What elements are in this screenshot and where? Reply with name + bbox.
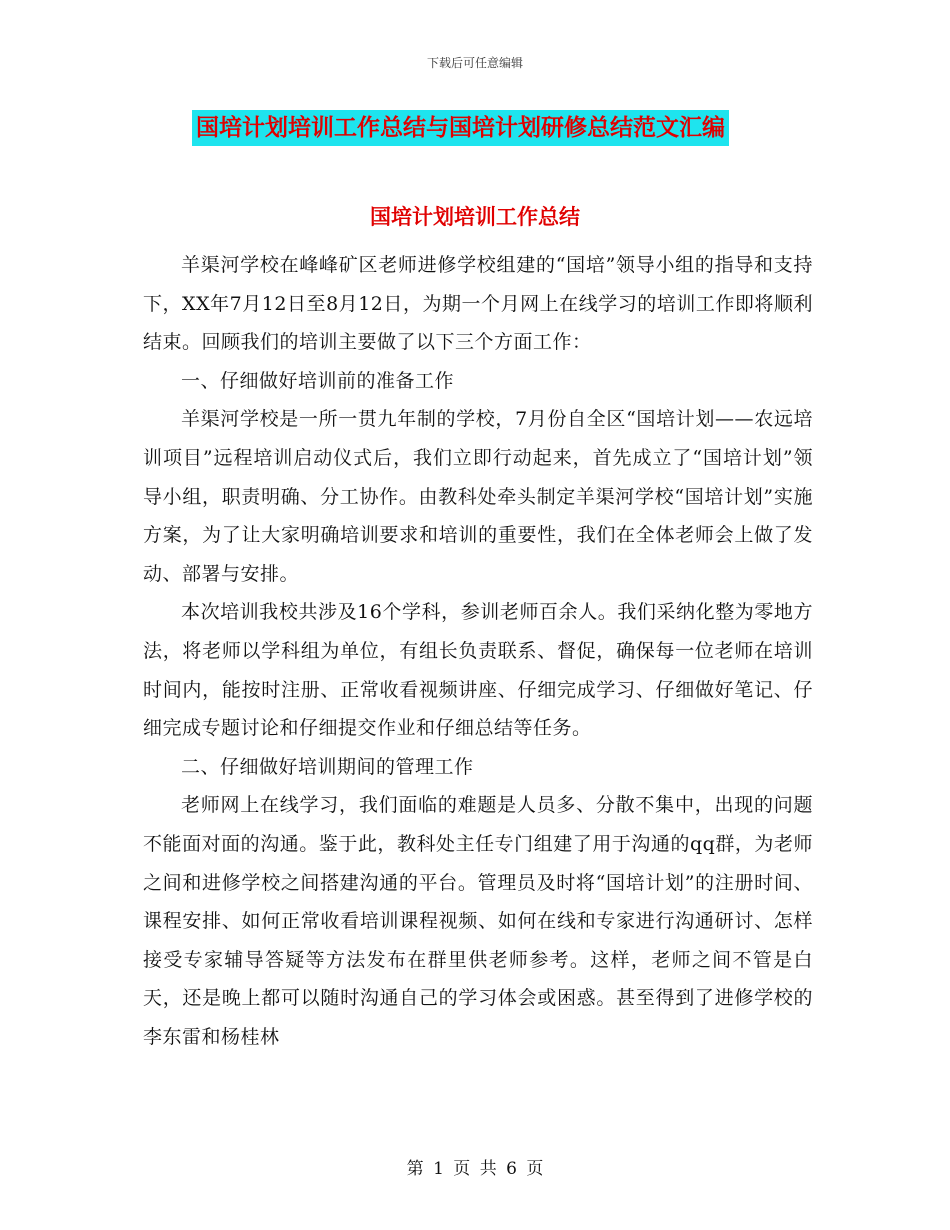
heading-preparation: 一、仔细做好培训前的准备工作: [181, 369, 455, 392]
paragraph-preparation: 羊渠河学校是一所一贯九年制的学校，7月份自全区“国培计划——农远培训项目”远程培训启动仪式后，我们立即行动起来，首先成立了“国培计划”领导小组，职责明确、分工协作。由教科处牵头制定羊渠河学校“国培计划”实施方案，为了让大家明确培训要求和培训的重要性，我们在全体老师会上做了发动、部署与安排。: [143, 408, 813, 585]
heading-management: 二、仔细做好培训期间的管理工作: [181, 755, 474, 778]
paragraph-intro: 羊渠河学校在峰峰矿区老师进修学校组建的“国培”领导小组的指导和支持下，XX年7月12日至8月12日，为期一个月网上在线学习的培训工作即将顺利结束。回顾我们的培训主要做了以下三个方面工作：: [143, 254, 813, 354]
paragraph-subjects: 本次培训我校共涉及16个学科，参训老师百余人。我们采纳化整为零地方法，将老师以学科组为单位，有组长负责联系、督促，确保每一位老师在培训时间内，能按时注册、正常收看视频讲座、仔细完成学习、仔细做好笔记、仔细完成专题讨论和仔细提交作业和仔细总结等任务。: [143, 601, 813, 740]
document-title: 国培计划培训工作总结与国培计划研修总结范文汇编: [192, 110, 729, 146]
paragraph-management: 老师网上在线学习，我们面临的难题是人员多、分散不集中，出现的问题不能面对面的沟通。鉴于此，教科处主任专门组建了用于沟通的qq群，为老师之间和进修学校之间搭建沟通的平台。管理员及时将“国培计划”的注册时间、课程安排、如何正常收看培训课程视频、如何在线和专家进行沟通研讨、怎样接受专家辅导答疑等方法发布在群里供老师参考。这样，老师之间不管是白天，还是晚上都可以随时沟通自己的学习体会或困惑。甚至得到了进修学校的李东雷和杨桂林: [143, 794, 813, 1048]
header-note: 下载后可任意编辑: [426, 56, 523, 70]
page-number: 第 1 页 共 6 页: [406, 1159, 544, 1179]
body-content: [143, 246, 813, 1056]
section-title: 国培计划培训工作总结: [370, 205, 580, 229]
